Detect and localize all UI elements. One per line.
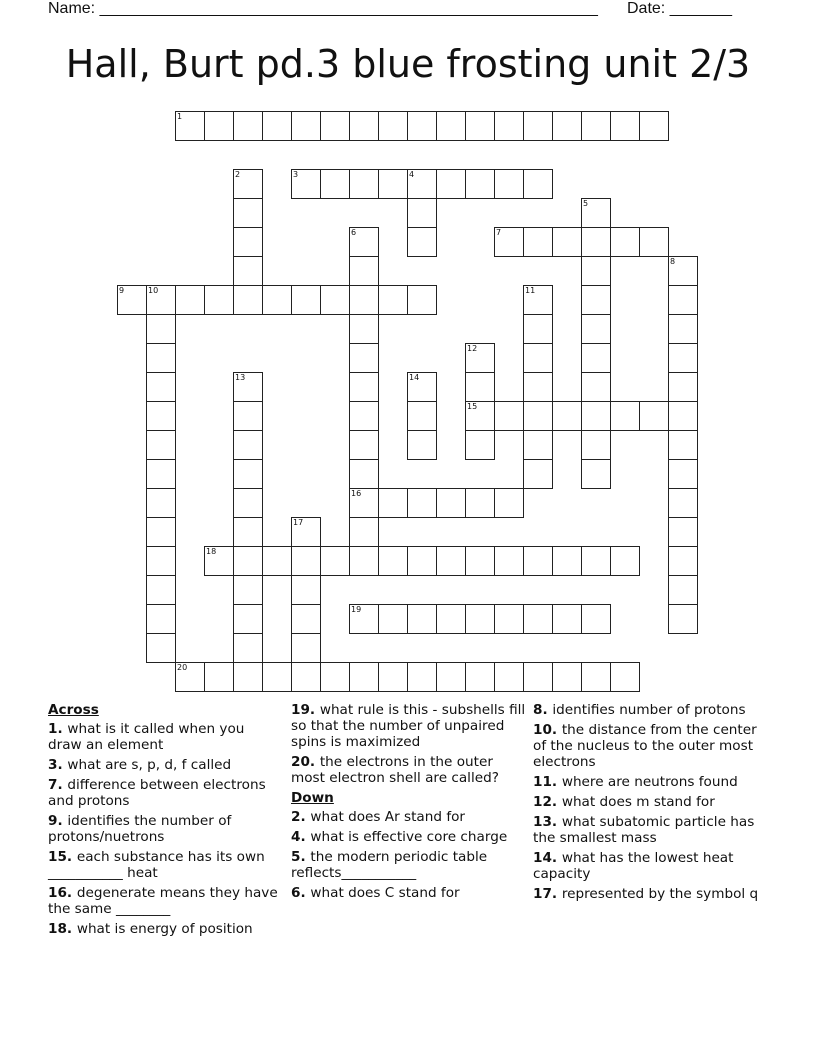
grid-cell[interactable]: [204, 111, 234, 141]
clue-number: 9: [48, 813, 58, 829]
grid-cell[interactable]: [581, 430, 611, 460]
grid-cell[interactable]: [581, 227, 611, 257]
grid-cell[interactable]: [233, 604, 263, 634]
grid-cell[interactable]: [581, 459, 611, 489]
grid-cell[interactable]: [494, 111, 524, 141]
grid-cell[interactable]: [233, 430, 263, 460]
grid-cell[interactable]: [407, 401, 437, 431]
grid-cell[interactable]: [233, 198, 263, 228]
grid-cell[interactable]: [146, 285, 176, 315]
grid-cell[interactable]: [581, 111, 611, 141]
grid-cell[interactable]: [465, 169, 495, 199]
grid-cell[interactable]: [378, 604, 408, 634]
grid-cell[interactable]: [146, 633, 176, 663]
clue-text: what does m stand for: [561, 794, 715, 810]
grid-cell[interactable]: [494, 169, 524, 199]
grid-cell[interactable]: [349, 517, 379, 547]
grid-cell[interactable]: [378, 169, 408, 199]
grid-cell[interactable]: [262, 546, 292, 576]
grid-cell[interactable]: [349, 546, 379, 576]
down-clue-12: 12. what does m stand for: [533, 794, 715, 810]
grid-cell[interactable]: [552, 401, 582, 431]
grid-cell[interactable]: [523, 372, 553, 402]
grid-cell[interactable]: [146, 459, 176, 489]
clue-number-label: 13: [235, 373, 246, 382]
grid-cell[interactable]: [349, 604, 379, 634]
grid-cell[interactable]: [668, 256, 698, 286]
clue-column-3: [533, 702, 765, 906]
grid-cell[interactable]: [349, 111, 379, 141]
grid-cell[interactable]: [668, 604, 698, 634]
grid-cell[interactable]: [349, 459, 379, 489]
across-clue-20: 20. the electrons in the outer most electron shell are called?: [291, 754, 499, 786]
grid-cell[interactable]: [349, 401, 379, 431]
clue-number: 14: [533, 850, 552, 866]
grid-cell[interactable]: [436, 111, 466, 141]
clue-text: what rule is this - subshells fill so that the number of unpaired spins is maximized: [291, 702, 526, 750]
grid-cell[interactable]: [523, 604, 553, 634]
clue-number: 15: [48, 849, 67, 865]
grid-cell[interactable]: [349, 662, 379, 692]
grid-cell[interactable]: [146, 430, 176, 460]
grid-cell[interactable]: [552, 111, 582, 141]
grid-cell[interactable]: [465, 372, 495, 402]
clue-number-label: 6: [351, 228, 357, 237]
grid-cell[interactable]: [523, 430, 553, 460]
grid-cell[interactable]: [349, 285, 379, 315]
grid-cell[interactable]: [465, 662, 495, 692]
grid-cell[interactable]: [552, 546, 582, 576]
clue-text: identifies the number of protons/nuetrons: [48, 813, 232, 845]
clue-text: what has the lowest heat capacity: [533, 850, 734, 882]
clue-number-label: 16: [351, 489, 362, 498]
down-clue-8: 8. identifies number of protons: [533, 702, 746, 718]
grid-cell[interactable]: [581, 285, 611, 315]
grid-cell[interactable]: [233, 372, 263, 402]
clue-number-label: 12: [467, 344, 478, 353]
down-clue-17: 17. represented by the symbol q: [533, 886, 759, 902]
grid-cell[interactable]: [581, 198, 611, 228]
down-clue-6: 6. what does C stand for: [291, 885, 460, 901]
grid-cell[interactable]: [407, 430, 437, 460]
grid-cell[interactable]: [146, 314, 176, 344]
clue-number-label: 10: [148, 286, 159, 295]
grid-cell[interactable]: [494, 546, 524, 576]
grid-cell[interactable]: [523, 343, 553, 373]
grid-cell[interactable]: [523, 314, 553, 344]
grid-cell[interactable]: [146, 517, 176, 547]
grid-cell[interactable]: [610, 227, 640, 257]
grid-cell[interactable]: [291, 546, 321, 576]
grid-cell[interactable]: [291, 604, 321, 634]
across-clue-3: 3. what are s, p, d, f called: [48, 757, 232, 773]
grid-cell[interactable]: [146, 401, 176, 431]
grid-cell[interactable]: [349, 314, 379, 344]
clue-number-label: 3: [293, 170, 299, 179]
grid-cell[interactable]: [668, 285, 698, 315]
grid-cell[interactable]: [262, 285, 292, 315]
grid-cell[interactable]: [262, 662, 292, 692]
grid-cell[interactable]: [233, 256, 263, 286]
grid-cell[interactable]: [668, 343, 698, 373]
page-title: Hall, Burt pd.3 blue frosting unit 2/3: [65, 42, 751, 86]
grid-cell[interactable]: [204, 546, 234, 576]
grid-cell[interactable]: [494, 401, 524, 431]
clue-number-label: 8: [670, 257, 676, 266]
clue-text: what is effective core charge: [310, 829, 508, 845]
clue-number-label: 17: [293, 518, 304, 527]
grid-cell[interactable]: [523, 401, 553, 431]
grid-cell[interactable]: [581, 662, 611, 692]
clue-text: where are neutrons found: [561, 774, 738, 790]
clue-number: 19: [291, 702, 310, 718]
grid-cell[interactable]: [610, 546, 640, 576]
grid-cell[interactable]: [146, 343, 176, 373]
grid-cell[interactable]: [668, 546, 698, 576]
clue-text: what does Ar stand for: [310, 809, 466, 825]
grid-cell[interactable]: [291, 662, 321, 692]
across-clue-16: 16. degenerate means they have the same ________: [48, 885, 278, 917]
grid-cell[interactable]: [407, 227, 437, 257]
grid-cell[interactable]: [233, 169, 263, 199]
grid-cell[interactable]: [523, 169, 553, 199]
clue-number: 5: [291, 849, 301, 865]
grid-cell[interactable]: [378, 546, 408, 576]
down-clue-13: 13. what subatomic particle has the smallest mass: [533, 814, 755, 846]
grid-cell[interactable]: [146, 575, 176, 605]
grid-cell[interactable]: [668, 430, 698, 460]
clue-text: what does C stand for: [310, 885, 460, 901]
grid-cell[interactable]: [117, 285, 147, 315]
clue-text: identifies number of protons: [552, 702, 746, 718]
clue-number-label: 9: [119, 286, 125, 295]
grid-cell[interactable]: [639, 401, 669, 431]
clue-text: what is it called when you draw an element: [48, 721, 245, 753]
down-clue-10: 10. the distance from the center of the nucleus to the outer most electrons: [533, 722, 757, 770]
grid-cell[interactable]: [175, 662, 205, 692]
grid-cell[interactable]: [407, 488, 437, 518]
clue-number-label: 18: [206, 547, 217, 556]
grid-cell[interactable]: [291, 111, 321, 141]
clue-number-label: 15: [467, 402, 478, 411]
grid-cell[interactable]: [233, 546, 263, 576]
clue-number: 18: [48, 921, 67, 937]
grid-cell[interactable]: [175, 285, 205, 315]
grid-cell[interactable]: [349, 488, 379, 518]
grid-cell[interactable]: [494, 604, 524, 634]
down-clue-11: 11. where are neutrons found: [533, 774, 738, 790]
grid-cell[interactable]: [639, 111, 669, 141]
clue-number-label: 19: [351, 605, 362, 614]
clue-number: 12: [533, 794, 552, 810]
clue-number: 3: [48, 757, 58, 773]
clue-number: 4: [291, 829, 301, 845]
grid-cell[interactable]: [349, 430, 379, 460]
name-field-label: Name: ________________________________________________________: [48, 0, 598, 17]
clue-number: 16: [48, 885, 67, 901]
grid-cell[interactable]: [291, 517, 321, 547]
grid-cell[interactable]: [523, 227, 553, 257]
grid-cell[interactable]: [233, 401, 263, 431]
date-field-label: Date: _______: [627, 0, 732, 17]
grid-cell[interactable]: [581, 401, 611, 431]
grid-cell[interactable]: [581, 372, 611, 402]
grid-cell[interactable]: [465, 111, 495, 141]
across-heading: Across: [48, 702, 99, 718]
grid-cell[interactable]: [436, 546, 466, 576]
clue-number-label: 11: [525, 286, 536, 295]
clue-number-label: 14: [409, 373, 420, 382]
grid-cell[interactable]: [291, 285, 321, 315]
across-clue-1: 1. what is it called when you draw an element: [48, 721, 245, 753]
grid-cell[interactable]: [378, 285, 408, 315]
grid-cell[interactable]: [291, 575, 321, 605]
grid-cell[interactable]: [233, 227, 263, 257]
grid-cell[interactable]: [639, 227, 669, 257]
clue-column-2: [291, 702, 529, 905]
grid-cell[interactable]: [523, 662, 553, 692]
clue-text: the electrons in the outer most electron shell are called?: [291, 754, 499, 786]
grid-cell[interactable]: [494, 662, 524, 692]
grid-cell[interactable]: [378, 111, 408, 141]
grid-cell[interactable]: [668, 517, 698, 547]
grid-cell[interactable]: [668, 314, 698, 344]
clue-text: the distance from the center of the nucleus to the outer most electrons: [533, 722, 757, 770]
across-clue-19: 19. what rule is this - subshells fill so that the number of unpaired spins is maximized: [291, 702, 526, 750]
grid-cell[interactable]: [175, 111, 205, 141]
grid-cell[interactable]: [465, 430, 495, 460]
grid-cell[interactable]: [552, 662, 582, 692]
clue-number-label: 2: [235, 170, 241, 179]
grid-cell[interactable]: [465, 401, 495, 431]
clue-text: the modern periodic table reflects___________: [291, 849, 488, 881]
grid-cell[interactable]: [407, 372, 437, 402]
grid-cell[interactable]: [320, 111, 350, 141]
grid-cell[interactable]: [407, 546, 437, 576]
grid-cell[interactable]: [407, 169, 437, 199]
clue-number-label: 5: [583, 199, 589, 208]
clue-text: what are s, p, d, f called: [67, 757, 232, 773]
clue-number: 8: [533, 702, 543, 718]
grid-cell[interactable]: [349, 256, 379, 286]
across-clue-18: 18. what is energy of position: [48, 921, 253, 937]
grid-cell[interactable]: [523, 111, 553, 141]
grid-cell[interactable]: [494, 488, 524, 518]
grid-cell[interactable]: [320, 285, 350, 315]
clue-number-label: 7: [496, 228, 502, 237]
grid-cell[interactable]: [523, 459, 553, 489]
grid-cell[interactable]: [668, 488, 698, 518]
grid-cell[interactable]: [204, 285, 234, 315]
grid-cell[interactable]: [233, 488, 263, 518]
grid-cell[interactable]: [146, 372, 176, 402]
clue-number: 2: [291, 809, 301, 825]
grid-cell[interactable]: [465, 604, 495, 634]
grid-cell[interactable]: [349, 227, 379, 257]
grid-cell[interactable]: [291, 169, 321, 199]
grid-cell[interactable]: [204, 662, 234, 692]
grid-cell[interactable]: [668, 575, 698, 605]
down-clue-2: 2. what does Ar stand for: [291, 809, 466, 825]
clue-number: 11: [533, 774, 552, 790]
grid-cell[interactable]: [668, 372, 698, 402]
grid-cell[interactable]: [610, 401, 640, 431]
grid-cell[interactable]: [552, 227, 582, 257]
down-heading: Down: [291, 790, 334, 806]
grid-cell[interactable]: [436, 488, 466, 518]
down-clue-4: 4. what is effective core charge: [291, 829, 508, 845]
grid-cell[interactable]: [349, 343, 379, 373]
grid-cell[interactable]: [378, 488, 408, 518]
clue-number: 6: [291, 885, 301, 901]
grid-cell[interactable]: [233, 517, 263, 547]
grid-cell[interactable]: [436, 662, 466, 692]
clue-number: 10: [533, 722, 552, 738]
clue-number-label: 20: [177, 663, 188, 672]
grid-cell[interactable]: [465, 343, 495, 373]
grid-cell[interactable]: [523, 546, 553, 576]
down-clue-5: 5. the modern periodic table reflects___________: [291, 849, 488, 881]
grid-cell[interactable]: [407, 198, 437, 228]
grid-cell[interactable]: [349, 169, 379, 199]
grid-cell[interactable]: [146, 546, 176, 576]
grid-cell[interactable]: [581, 546, 611, 576]
clue-text: degenerate means they have the same ________: [48, 885, 278, 917]
clue-number: 13: [533, 814, 552, 830]
across-clue-9: 9. identifies the number of protons/nuetrons: [48, 813, 232, 845]
clue-number: 20: [291, 754, 310, 770]
grid-cell[interactable]: [320, 662, 350, 692]
grid-cell[interactable]: [320, 546, 350, 576]
grid-cell[interactable]: [581, 604, 611, 634]
clue-number: 17: [533, 886, 552, 902]
grid-cell[interactable]: [349, 372, 379, 402]
grid-cell[interactable]: [407, 604, 437, 634]
down-clue-14: 14. what has the lowest heat capacity: [533, 850, 734, 882]
clue-column-1: [48, 702, 280, 941]
clue-number-label: 1: [177, 112, 183, 121]
grid-cell[interactable]: [494, 227, 524, 257]
grid-cell[interactable]: [436, 604, 466, 634]
grid-cell[interactable]: [436, 169, 466, 199]
grid-cell[interactable]: [233, 285, 263, 315]
grid-cell[interactable]: [146, 488, 176, 518]
clue-number: 1: [48, 721, 58, 737]
grid-cell[interactable]: [146, 604, 176, 634]
grid-cell[interactable]: [668, 401, 698, 431]
grid-cell[interactable]: [378, 662, 408, 692]
grid-cell[interactable]: [407, 111, 437, 141]
clue-text: represented by the symbol q: [561, 886, 759, 902]
grid-cell[interactable]: [233, 575, 263, 605]
clue-number: 7: [48, 777, 58, 793]
clue-number-label: 4: [409, 170, 415, 179]
grid-cell[interactable]: [262, 111, 292, 141]
clue-text: difference between electrons and protons: [48, 777, 266, 809]
grid-cell[interactable]: [233, 111, 263, 141]
grid-cell[interactable]: [610, 111, 640, 141]
clue-text: what is energy of position: [76, 921, 253, 937]
across-clue-15: 15. each substance has its own ___________ heat: [48, 849, 265, 881]
grid-cell[interactable]: [233, 633, 263, 663]
grid-cell[interactable]: [610, 662, 640, 692]
grid-cell[interactable]: [407, 662, 437, 692]
clue-text: each substance has its own ___________ heat: [48, 849, 265, 881]
grid-cell[interactable]: [523, 285, 553, 315]
across-clue-7: 7. difference between electrons and protons: [48, 777, 266, 809]
grid-cell[interactable]: [233, 459, 263, 489]
grid-cell[interactable]: [581, 256, 611, 286]
clue-text: what subatomic particle has the smallest mass: [533, 814, 755, 846]
grid-cell[interactable]: [581, 314, 611, 344]
grid-cell[interactable]: [552, 604, 582, 634]
grid-cell[interactable]: [291, 633, 321, 663]
grid-cell[interactable]: [668, 459, 698, 489]
grid-cell[interactable]: [581, 343, 611, 373]
grid-cell[interactable]: [465, 488, 495, 518]
grid-cell[interactable]: [320, 169, 350, 199]
grid-cell[interactable]: [233, 662, 263, 692]
grid-cell[interactable]: [407, 285, 437, 315]
grid-cell[interactable]: [465, 546, 495, 576]
